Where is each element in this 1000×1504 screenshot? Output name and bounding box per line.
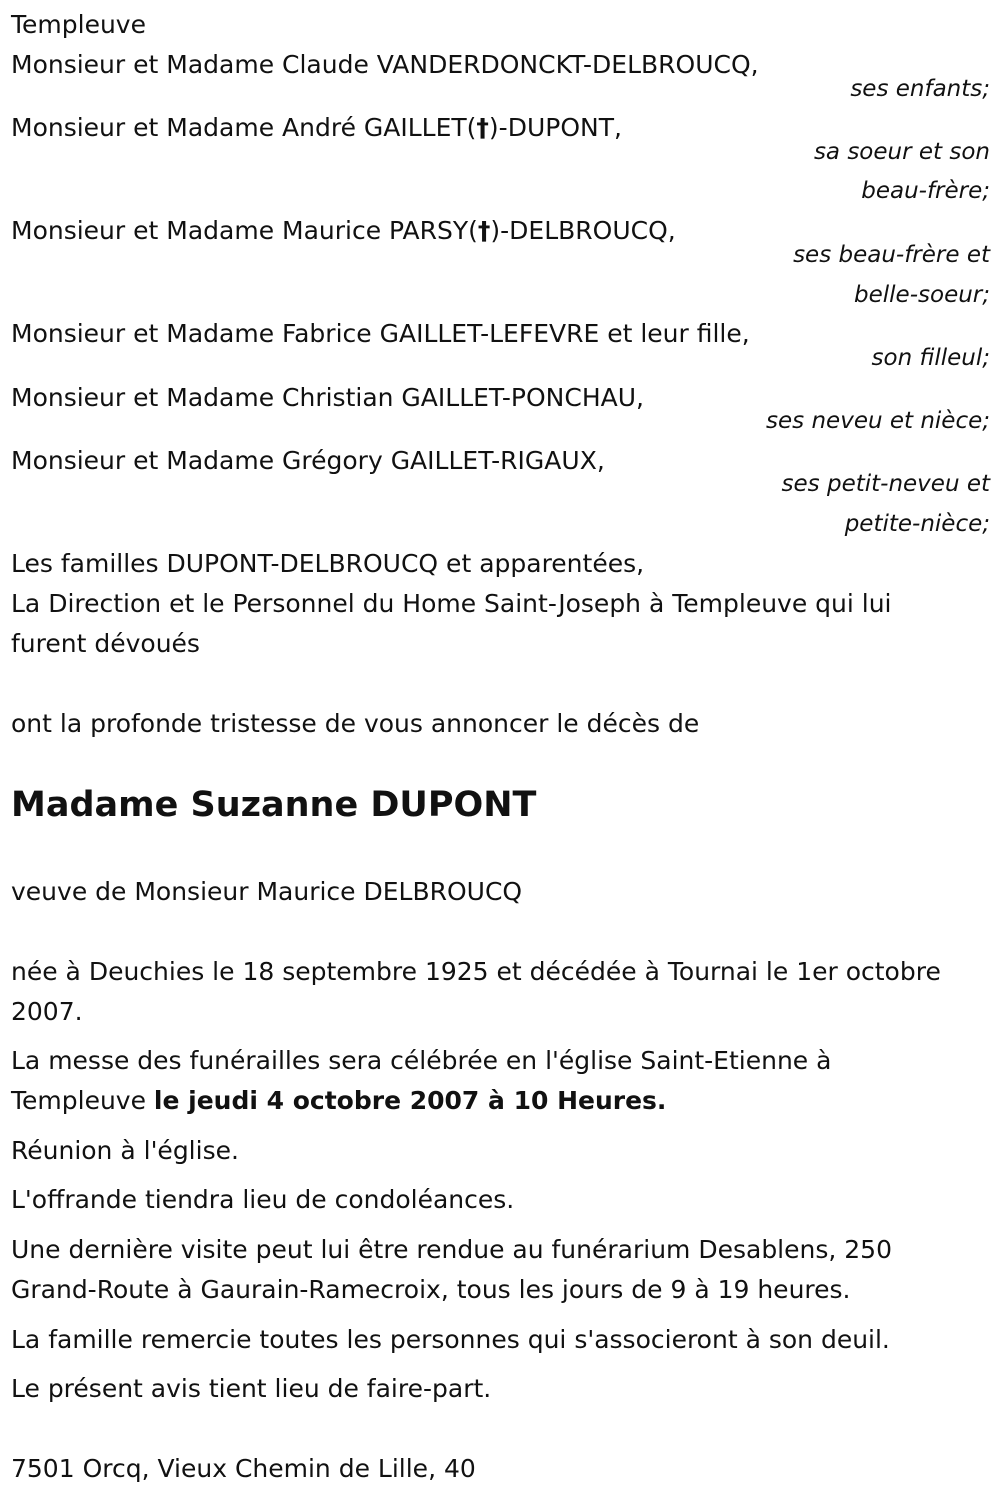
- family-member: [11, 441, 605, 481]
- family-member: [11, 378, 644, 418]
- cross-icon: †: [477, 216, 491, 245]
- mass-line-continued: [11, 1081, 666, 1121]
- relation-label-continued: belle-soeur;: [854, 282, 990, 308]
- relation-label: ses neveu et nièce;: [766, 408, 990, 434]
- family-member-name: Monsieur et Madame Christian GAILLET-PONCHAU,: [11, 383, 644, 412]
- family-member: [11, 314, 750, 354]
- deceased-name: Madame Suzanne DUPONT: [11, 785, 537, 825]
- announcement: ont la profonde tristesse de vous annoncer le décès de: [11, 709, 700, 738]
- family-member-name: Monsieur et Madame Grégory GAILLET-RIGAUX,: [11, 446, 605, 475]
- family-member: [11, 211, 676, 251]
- birth-death-line: née à Deuchies le 18 septembre 1925 et décédée à Tournai le 1er octobre: [11, 957, 941, 986]
- family-member-name: Monsieur et Madame Fabrice GAILLET-LEFEVRE et leur fille,: [11, 319, 750, 348]
- direction-line: La Direction et le Personnel du Home Saint-Joseph à Templeuve qui lui: [11, 589, 892, 618]
- relation-label-continued: beau-frère;: [861, 178, 990, 204]
- mass-date: le jeudi 4 octobre 2007 à 10 Heures.: [153, 1086, 667, 1115]
- family-member-name-suffix: )-DELBROUCQ,: [490, 216, 676, 245]
- family-member-name-suffix: )-DUPONT,: [488, 113, 622, 142]
- relation-label: sa soeur et son: [813, 139, 990, 165]
- family-member-name: Monsieur et Madame Claude VANDERDONCKT-DELBROUCQ,: [11, 50, 759, 79]
- relation-label: ses petit-neveu et: [781, 471, 990, 497]
- family-member: [11, 45, 759, 85]
- family-member: [11, 108, 622, 148]
- relation-label-continued: petite-nièce;: [844, 511, 990, 537]
- family-member-name: Monsieur et Madame Maurice PARSY(: [11, 216, 478, 245]
- offering-note: L'offrande tiendra lieu de condoléances.: [11, 1185, 515, 1214]
- birth-death-line-continued: 2007.: [11, 997, 83, 1026]
- family-member-name: Monsieur et Madame André GAILLET(: [11, 113, 477, 142]
- families-line: Les familles DUPONT-DELBROUCQ et apparentées,: [11, 549, 645, 578]
- meeting-note: Réunion à l'église.: [11, 1136, 239, 1165]
- notice-note: Le présent avis tient lieu de faire-part.: [11, 1374, 492, 1403]
- visit-line: Une dernière visite peut lui être rendue au funérarium Desablens, 250: [11, 1235, 892, 1264]
- visit-line-continued: Grand-Route à Gaurain-Ramecroix, tous les jours de 9 à 19 heures.: [11, 1275, 851, 1304]
- cross-icon: †: [476, 113, 489, 142]
- widow-of: veuve de Monsieur Maurice DELBROUCQ: [11, 877, 523, 906]
- address: 7501 Orcq, Vieux Chemin de Lille, 40: [11, 1454, 476, 1483]
- location: Templeuve: [11, 10, 146, 39]
- direction-line-continued: furent dévoués: [11, 629, 200, 658]
- mass-place: Templeuve: [11, 1086, 154, 1115]
- relation-label: ses beau-frère et: [793, 242, 990, 268]
- thanks-note: La famille remercie toutes les personnes qui s'associeront à son deuil.: [11, 1325, 890, 1354]
- relation-label: ses enfants;: [850, 76, 990, 102]
- mass-line: La messe des funérailles sera célébrée en l'église Saint-Etienne à: [11, 1046, 832, 1075]
- relation-label: son filleul;: [871, 345, 990, 371]
